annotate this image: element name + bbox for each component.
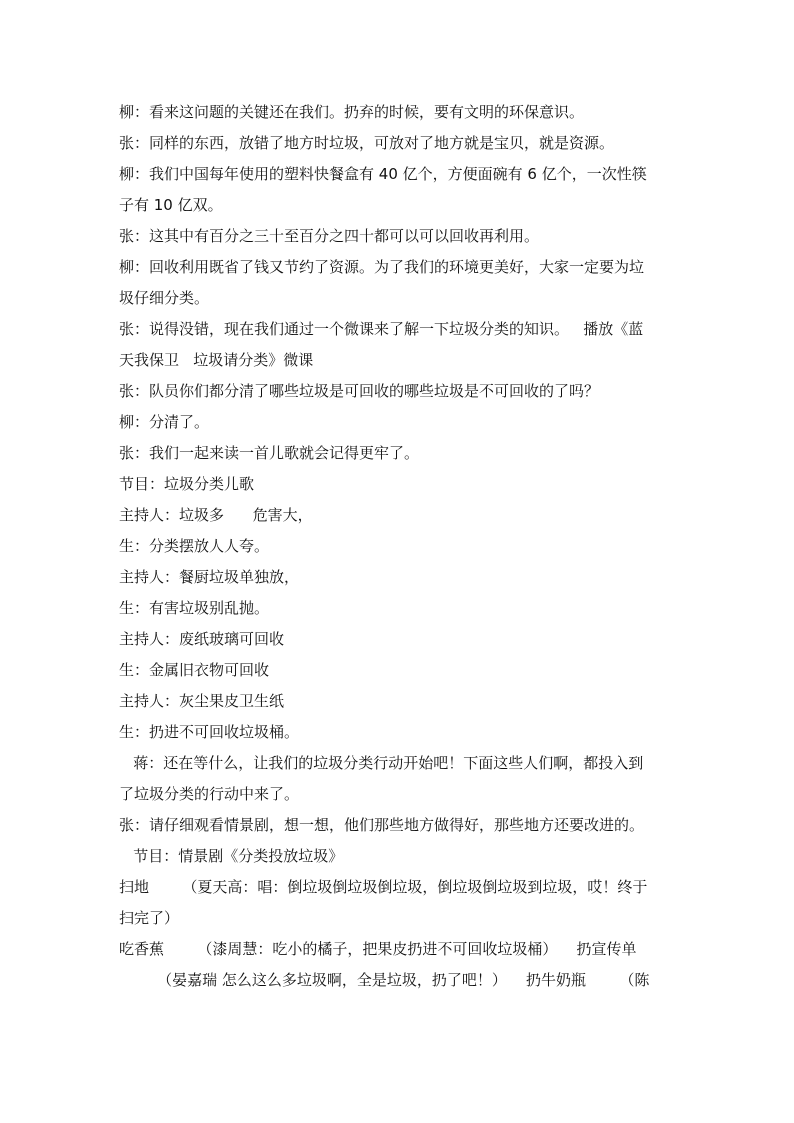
text-line: （晏嘉瑞 怎么这么多垃圾啊，全是垃圾，扔了吧！） 扔牛奶瓶 （陈 bbox=[119, 971, 650, 989]
text-line: 蒋：还在等什么，让我们的垃圾分类行动开始吧！下面这些人们啊，都投入到 bbox=[119, 754, 644, 772]
text-line: 主持人：垃圾多 危害大， bbox=[119, 506, 313, 524]
document-body bbox=[119, 97, 679, 996]
text-line: 张：请仔细观看情景剧，想一想，他们那些地方做得好，那些地方还要改进的。 bbox=[119, 816, 645, 834]
text-line: 吃香蕉 （漆周慧：吃小的橘子，把果皮扔进不可回收垃圾桶） 扔宣传单 bbox=[119, 940, 637, 958]
text-line: 张：队员你们都分清了哪些垃圾是可回收的哪些垃圾是不可回收的了吗？ bbox=[119, 382, 600, 400]
text-line: 节目：情景剧《分类投放垃圾》 bbox=[119, 847, 344, 865]
text-line: 扫完了） bbox=[119, 909, 180, 927]
text-line: 张：说得没错，现在我们通过一个微课来了解一下垃圾分类的知识。 播放《蓝 bbox=[119, 320, 644, 338]
text-line: 柳：看来这问题的关键还在我们。扔弃的时候，要有文明的环保意识。 bbox=[119, 103, 585, 121]
text-line: 圾仔细分类。 bbox=[119, 289, 210, 307]
text-line: 天我保卫 垃圾请分类》微课 bbox=[119, 351, 314, 369]
text-line: 生：扔进不可回收垃圾桶。 bbox=[119, 723, 300, 741]
text-line: 生：有害垃圾别乱抛。 bbox=[119, 599, 270, 617]
text-line: 生：金属旧衣物可回收 bbox=[119, 661, 270, 679]
text-line: 生：分类摆放人人夸。 bbox=[119, 537, 270, 555]
text-line: 张：这其中有百分之三十至百分之四十都可以可以回收再利用。 bbox=[119, 227, 540, 245]
text-line: 主持人：废纸玻璃可回收 bbox=[119, 630, 285, 648]
text-line: 子有 10 亿双。 bbox=[119, 196, 223, 214]
text-line: 柳：分清了。 bbox=[119, 413, 210, 431]
text-line: 了垃圾分类的行动中来了。 bbox=[119, 785, 300, 803]
text-line: 主持人：餐厨垃圾单独放， bbox=[119, 568, 300, 586]
text-line: 张：同样的东西，放错了地方时垃圾，可放对了地方就是宝贝，就是资源。 bbox=[119, 134, 615, 152]
text-line: 主持人：灰尘果皮卫生纸 bbox=[119, 692, 285, 710]
text-line: 柳：我们中国每年使用的塑料快餐盒有 40 亿个，方便面碗有 6 亿个，一次性筷 bbox=[119, 165, 647, 183]
text-line: 扫地 （夏天高：唱：倒垃圾倒垃圾倒垃圾，倒垃圾倒垃圾到垃圾，哎！终于 bbox=[119, 878, 648, 896]
text-line: 柳：回收利用既省了钱又节约了资源。为了我们的环境更美好，大家一定要为垃 bbox=[119, 258, 645, 276]
text-line: 张：我们一起来读一首儿歌就会记得更牢了。 bbox=[119, 444, 420, 462]
text-line: 节目：垃圾分类儿歌 bbox=[119, 475, 255, 493]
